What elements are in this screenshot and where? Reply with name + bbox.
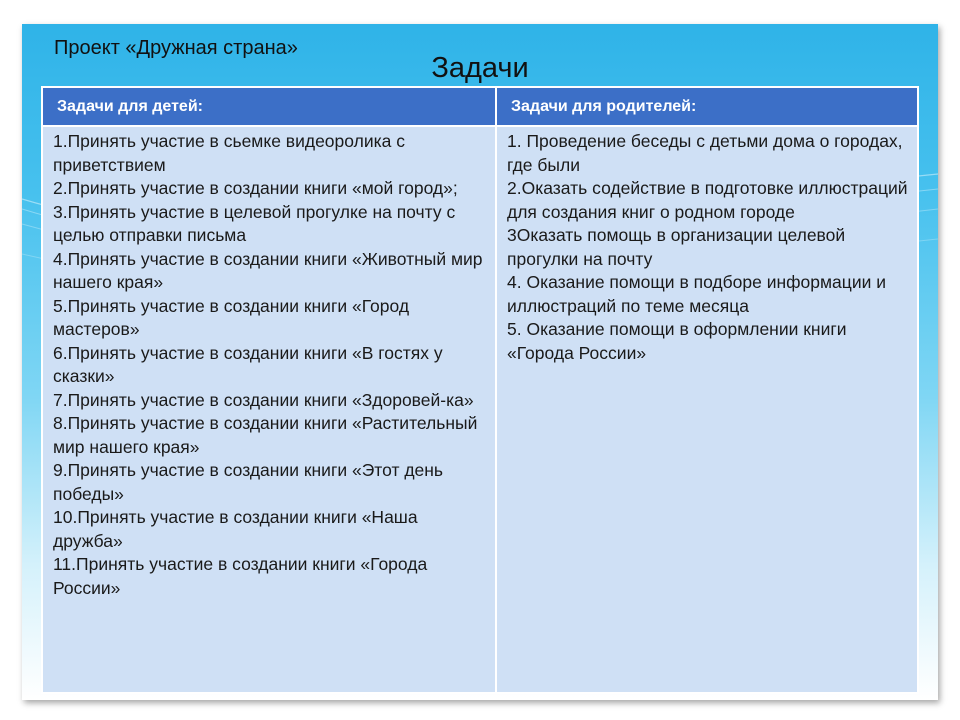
project-title: Проект «Дружная страна»	[54, 37, 298, 59]
parent-task-item: 2.Оказать содействие в подготовке иллюстраций для создания книг о родном городе	[507, 178, 908, 222]
parent-tasks-cell	[496, 126, 918, 693]
tasks-table	[41, 86, 919, 694]
parent-task-item: 4. Оказание помощи в подборе информации и иллюстраций по теме месяца	[507, 272, 887, 316]
children-task-item: 8.Принять участие в создании книги «Растительный мир нашего края»	[53, 413, 478, 457]
children-task-item: 3.Принять участие в целевой прогулке на почту с целью отправки письма	[53, 201, 456, 245]
parent-task-item: 1. Проведение беседы с детьми дома о городах, где были	[507, 131, 903, 175]
children-task-item: 9.Принять участие в создании книги «Этот день победы»	[53, 460, 444, 504]
parent-task-item: 3Оказать помощь в организации целевой прогулки на почту	[507, 225, 846, 269]
slide-title: Задачи	[431, 52, 529, 84]
children-task-item: 2.Принять участие в создании книги «мой город»;	[53, 178, 458, 198]
children-task-item: 7.Принять участие в создании книги «Здоровей-ка»	[53, 389, 474, 410]
children-task-item: 6.Принять участие в создании книги «В гостях у сказки»	[53, 342, 443, 386]
children-tasks-cell	[42, 126, 496, 693]
children-task-item: 10.Принять участие в создании книги «Наша дружба»	[53, 507, 418, 551]
slide	[22, 24, 938, 700]
table-row	[42, 126, 918, 693]
children-task-item: 1.Принять участие в сьемке видеоролика с приветствием	[53, 131, 405, 175]
table-header-row	[42, 87, 918, 126]
children-task-item: 4.Принять участие в создании книги «Животный мир нашего края»	[53, 248, 483, 292]
parent-task-item: 5. Оказание помощи в оформлении книги «Города России»	[507, 319, 847, 363]
column-header-parents: Задачи для родителей:	[496, 87, 918, 126]
children-task-item: 5.Принять участие в создании книги «Город мастеров»	[53, 295, 410, 339]
children-task-item: 11.Принять участие в создании книги «Города России»	[53, 554, 428, 598]
column-header-children: Задачи для детей:	[42, 87, 496, 126]
